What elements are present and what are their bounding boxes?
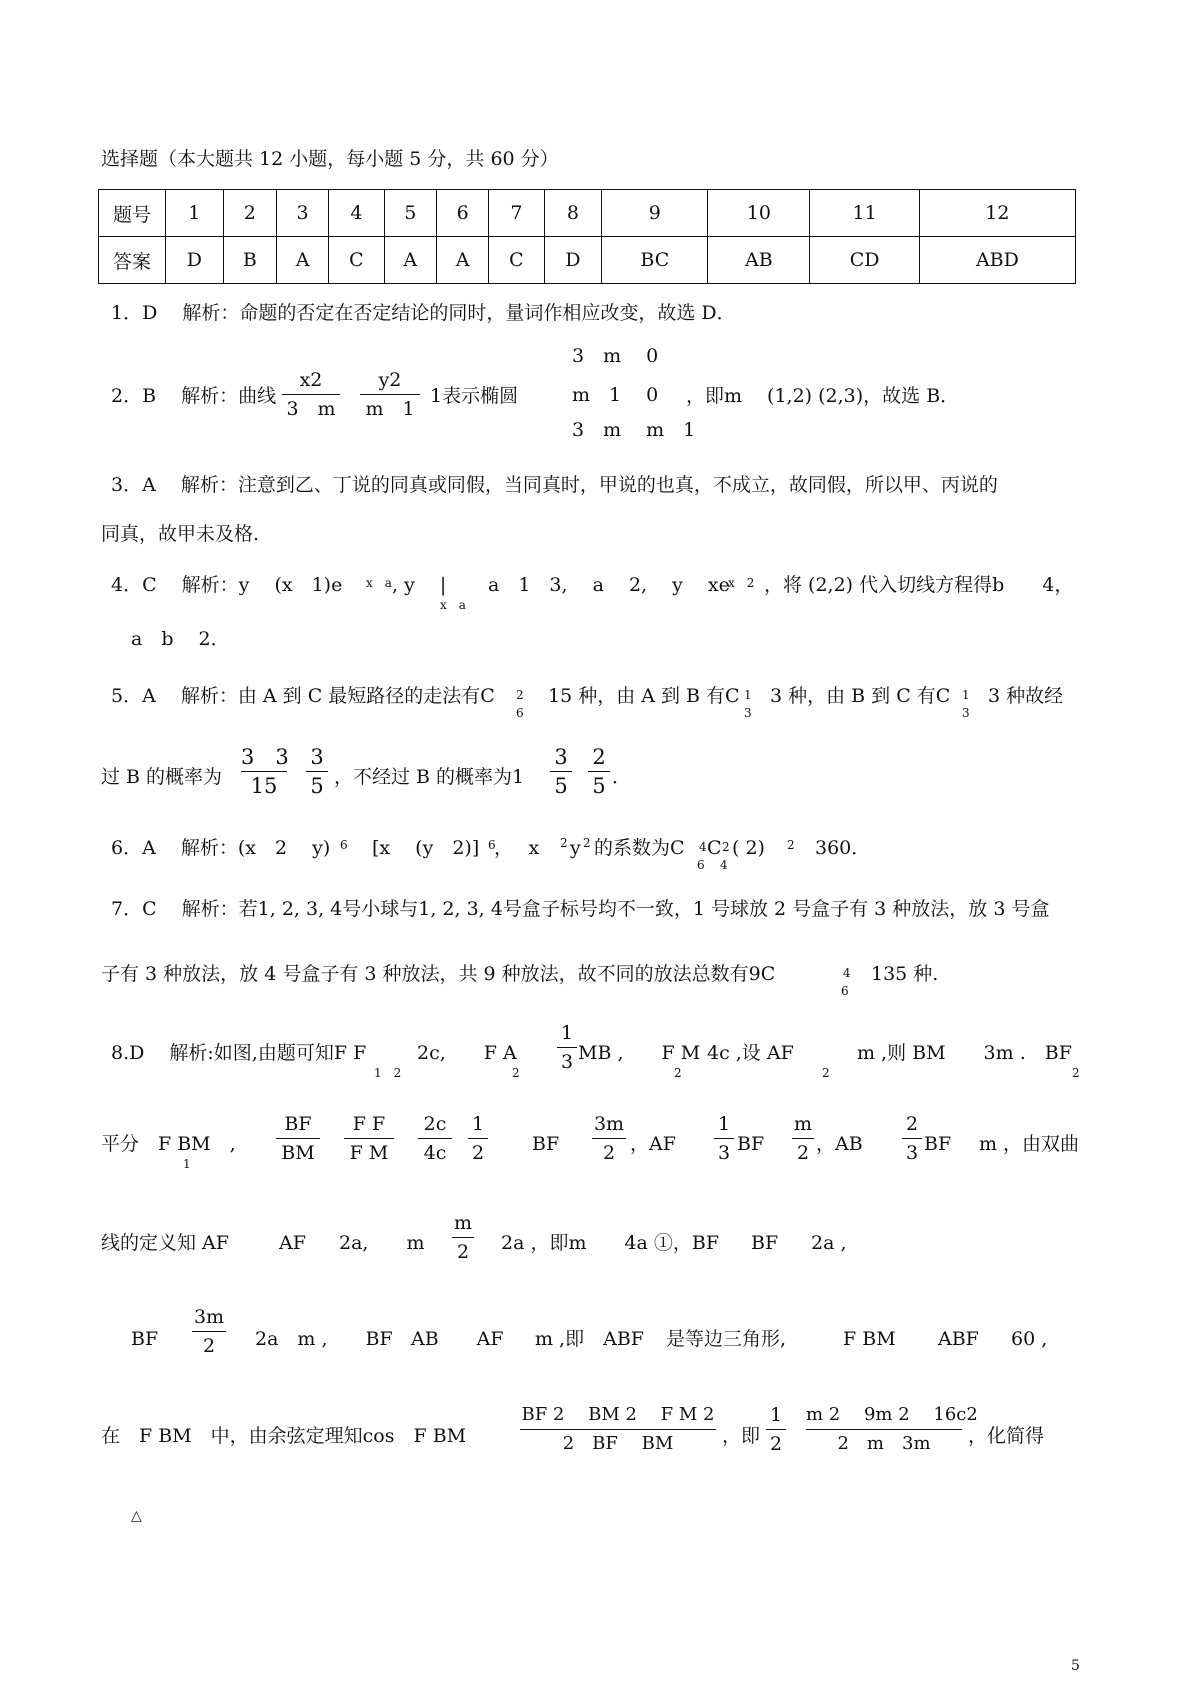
subscript: x a [440,598,466,612]
fraction-denominator: 5 [310,774,324,798]
fraction-numerator: 1 [471,1113,485,1135]
solution-8-line-2-d: BF [737,1133,765,1155]
table-cell: 3 [276,190,328,237]
fraction [306,746,328,797]
table-cell: 1 [166,190,224,237]
subscript: 3 [962,706,970,720]
fraction-denominator: 2 m 3m [837,1433,931,1454]
solution-5-dot: ． [612,766,632,788]
table-cell: D [166,237,224,284]
superscript: 2 [516,688,524,702]
solution-6-a: 6．A 解析：(x 2 y) [111,837,331,859]
table-cell: CD [810,237,919,284]
table-cell: ABD [919,237,1075,284]
section-title: 选择题（本大题共 12 小题，每小题 5 分，共 60 分） [101,148,559,170]
fraction-denominator: 2 [602,1142,616,1164]
superscript: 4 [843,966,851,980]
fraction-numerator: 3 [310,745,324,769]
solution-8-line-3-f: 2a , [792,1232,847,1254]
table-cell: 7 [489,190,544,237]
table-cell: 5 [384,190,436,237]
fraction-numerator: 1 [769,1404,783,1426]
fraction-x [282,369,340,420]
table-cell: A [276,237,328,284]
fraction-denominator: 2 [769,1433,783,1455]
solution-8-line-2-f: BF [924,1133,952,1155]
row-header: 题号 [99,190,166,237]
superscript: 1 [744,688,752,702]
solution-8-line-1-d: 4c ,设 AF [688,1042,794,1064]
page-number: 5 [1071,1658,1080,1674]
table-cell: AB [708,237,810,284]
subscript: 2 [822,1066,830,1080]
solution-8-line-1-a: 8.D 解析:如图,由题可知F F [111,1042,367,1064]
superscript: 6 [488,838,496,852]
fraction-numerator: y2 [378,369,402,391]
solution-8-line-4-a: BF [131,1328,159,1350]
solution-5-line-2-b: ，不经过 B 的概率为1 [334,766,525,788]
solution-7-line-2: 子有 3 种放法，放 4 号盒子有 3 种放法，共 9 种放法，故不同的放法总数有9C [101,963,776,985]
fraction-numerator: 2c [423,1113,447,1135]
table-cell: C [489,237,544,284]
fraction-denominator: 3 [905,1142,919,1164]
fraction-denominator: 2 [202,1335,216,1357]
subscript: 6 [516,706,524,720]
fraction [520,1404,716,1455]
table-cell: D [544,237,602,284]
solution-5-a: 15 种，由 A 到 B 有C [548,685,740,707]
solution-6-c: ， x [494,837,540,859]
fraction-numerator: 1 [717,1113,731,1135]
fraction-y [360,369,420,420]
fraction-numerator: 2 [592,745,606,769]
solution-8-line-4-b: 2a m , BF [236,1328,393,1350]
fraction-numerator: 2 [905,1113,919,1135]
fraction-denominator: F M [349,1142,389,1164]
solution-8-line-4-d: m ,即 ABF [516,1328,644,1350]
fraction-numerator: x2 [299,369,323,391]
solution-5-c: 3 种故经 [988,685,1064,707]
fraction [766,1404,786,1455]
solution-8-line-2-a: 平分 F BM , [101,1133,236,1155]
solution-6-m: 360． [796,837,871,859]
subscript: 6 [841,984,849,998]
table-cell: B [223,237,276,284]
table-cell: 12 [919,190,1075,237]
subscript: 2 [674,1066,682,1080]
solution-8-line-2-e: ，AB [816,1133,863,1155]
fraction-denominator: 2 [796,1142,810,1164]
fraction-denominator: 5 [592,774,606,798]
solution-7-line-1: 7．C 解析：若1, 2, 3, 4号小球与1, 2, 3, 4号盒子标号均不一致，1 号球放 2 号盒子有 3 种放法，放 3 号盒 [111,898,1050,920]
solution-6-e: y [570,837,581,859]
subscript: 6 [697,858,705,872]
fraction-numerator: BF [284,1113,312,1135]
table-cell: A [384,237,436,284]
solution-6-b: [x (y 2)] [372,837,480,859]
fraction-denominator: 2 [471,1142,485,1164]
solution-2-tail: 1表示椭圆 [430,385,519,407]
table-cell: 9 [602,190,708,237]
fraction-numerator: 3m [593,1113,625,1135]
solution-3-line-2: 同真，故甲未及格. [101,523,260,545]
fraction [418,1113,452,1164]
table-cell: BC [602,237,708,284]
solution-7-end: 135 种. [852,963,939,985]
fraction-denominator: 3 [717,1142,731,1164]
answer-table [98,189,1076,284]
fraction [452,1212,474,1263]
superscript: 4 [699,840,707,854]
subscript: 1 2 [374,1066,402,1080]
fraction [557,1022,577,1073]
solution-8-line-2-c: ，AF [630,1133,676,1155]
solution-4-rest: a 1 3, a 2, y xe [488,574,730,596]
fraction-denominator: 4c [423,1142,447,1164]
subscript: 3 [744,706,752,720]
superscript: 1 [962,688,970,702]
table-cell: A [436,237,488,284]
fraction [806,1404,978,1455]
fraction [468,1113,488,1164]
fraction [276,1113,320,1164]
solution-8-line-4-f: ABF [900,1328,979,1350]
solution-4-end: ，将 (2,2) 代入切线方程得b 4， [764,574,1074,596]
solution-2-label: 2．B 解析：曲线 [111,385,277,407]
solution-1: 1．D 解析：命题的否定在否定结论的同时，量词作相应改变，故选 D． [111,302,736,324]
table-cell: C [329,237,384,284]
solution-6-k: ( 2) [732,837,765,859]
superscript: 6 [340,838,348,852]
solution-8-line-1-b: 2c, F A [398,1042,517,1064]
fraction-denominator: 3 [560,1051,574,1073]
solution-8-line-4-e: 是等边三角形, F BM [666,1328,896,1350]
fraction [792,1113,814,1164]
solution-5-b: 3 种，由 B 到 C 有C [770,685,951,707]
solution-8-line-3-c: 2a, m [320,1232,425,1254]
triangle-symbol: △ [131,1508,142,1524]
fraction-denominator: 5 [554,774,568,798]
fraction [344,1113,394,1164]
fraction-numerator: 3 [554,745,568,769]
superscript: x 2 [728,576,755,590]
solution-2-result: ，即m (1,2) (2,3)，故选 B． [686,385,960,407]
fraction [192,1306,226,1357]
fraction [714,1113,734,1164]
fraction-numerator: m 2 9m 2 16c2 [806,1404,978,1425]
solution-8-line-1-c: MB , F M [578,1042,701,1064]
fraction-denominator: m 1 [365,398,415,420]
fraction-denominator: 2 BF BM [562,1433,674,1454]
fraction-denominator: BM [281,1142,315,1164]
row-header: 答案 [99,237,166,284]
subscript: 4 [720,858,728,872]
solution-4-mid: , y | [392,574,447,596]
fraction-numerator: BF 2 BM 2 F M 2 [521,1404,715,1425]
table-cell: 10 [708,190,810,237]
table-row [99,237,1076,284]
solution-8-line-5-c: ，化简得 [968,1425,1045,1447]
fraction [588,746,610,797]
subscript: 2 [512,1066,520,1080]
solution-8-line-3-d: 2a ，即m 4a ①，BF [482,1232,720,1254]
solution-8-line-4-g: 60 , [992,1328,1048,1350]
solution-8-line-3-b: AF [260,1232,306,1254]
solution-8-line-1-e: m ,则 BM 3m . BF [838,1042,1072,1064]
fraction-denominator: 15 [250,774,278,798]
solution-6-g: 的系数为C [594,837,685,859]
table-cell: 2 [223,190,276,237]
fraction-numerator: F F [352,1113,386,1135]
fraction-numerator: 1 [560,1022,574,1044]
fraction [241,746,287,797]
superscript: 2 [583,836,591,850]
solution-4-line-1: 4．C 解析：y (x 1)e [111,574,343,596]
superscript: 2 [560,836,568,850]
solution-6-i: C [707,837,722,859]
fraction [550,746,572,797]
system-row-2: m 1 0 [572,384,659,406]
solution-8-line-3-a: 线的定义知 AF [101,1232,229,1254]
fraction-denominator: 3 m [286,398,336,420]
solution-8-line-5-a: 在 F BM 中，由余弦定理知cos F BM [101,1425,467,1447]
solution-8-line-3-e: BF [732,1232,779,1254]
system-row-3: 3 m m 1 [572,419,696,441]
fraction-numerator: 3m [193,1306,225,1328]
solution-8-line-2-b: BF [532,1133,560,1155]
table-row [99,190,1076,237]
solution-3-line-1: 3．A 解析：注意到乙、丁说的同真或同假，当同真时，甲说的也真，不成立，故同假，所以甲、丙说的 [111,474,998,496]
fraction-numerator: m [793,1113,813,1135]
solution-4-line-2: a b 2． [131,628,230,650]
solution-5-line-2-a: 过 B 的概率为 [101,766,223,788]
solution-8-line-2-g: m ，由双曲 [960,1133,1080,1155]
solution-5-line-1: 5．A 解析：由 A 到 C 最短路径的走法有C [111,685,495,707]
subscript: 2 [1072,1066,1080,1080]
fraction-numerator: 3 3 [241,745,289,769]
fraction-numerator: m [453,1212,473,1234]
subscript: 1 [183,1157,191,1171]
fraction [592,1113,626,1164]
solution-8-line-5-b: ，即 [722,1425,761,1447]
system-row-1: 3 m 0 [572,345,659,367]
table-cell: 8 [544,190,602,237]
superscript: 2 [722,840,730,854]
superscript: x a [366,576,392,590]
table-cell: 4 [329,190,384,237]
fraction-denominator: 2 [456,1241,470,1263]
superscript: 2 [787,838,795,852]
fraction [902,1113,922,1164]
table-cell: 11 [810,190,919,237]
table-cell: 6 [436,190,488,237]
solution-8-line-4-c: AB AF [392,1328,504,1350]
